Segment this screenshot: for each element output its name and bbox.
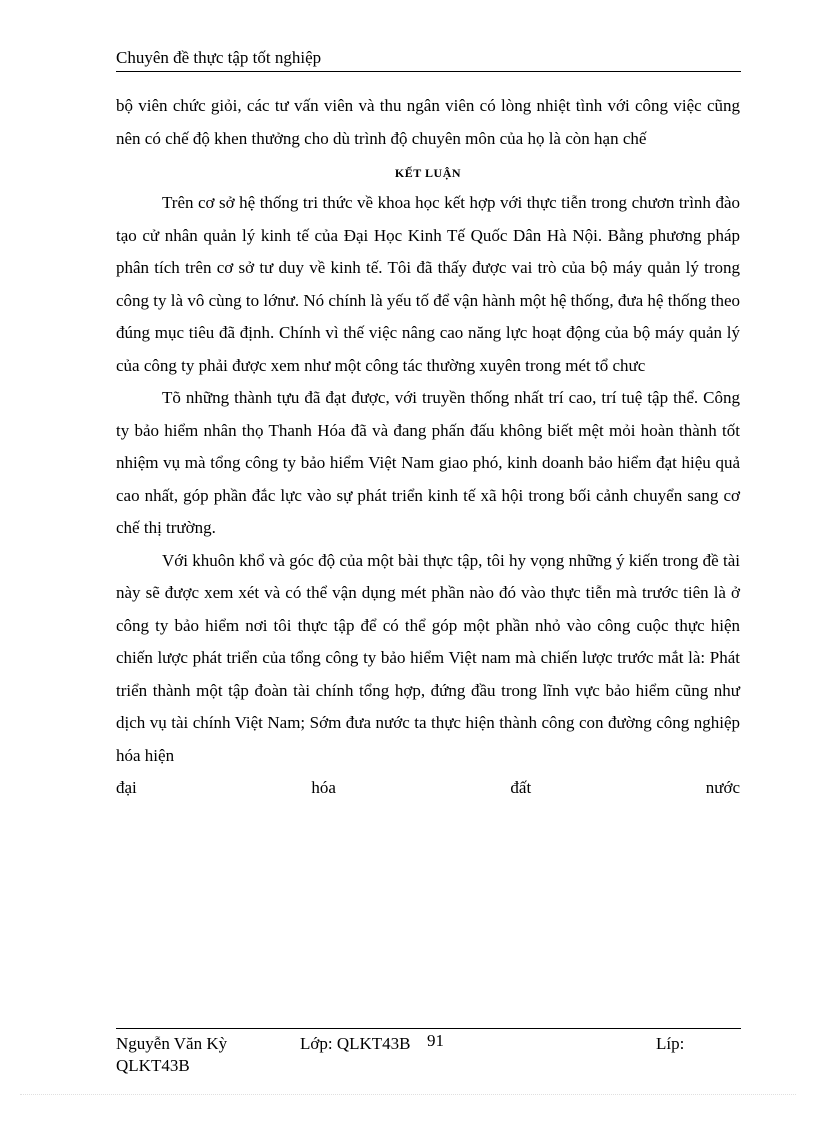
last-line-word: đại <box>116 778 137 797</box>
page-bottom-divider <box>20 1094 796 1095</box>
footer-row <box>116 1031 741 1056</box>
last-line-word: hóa <box>311 778 336 797</box>
footer-author: Nguyễn Văn Kỳ <box>116 1034 228 1053</box>
conclusion-paragraph-2: Tõ những thành tựu đã đạt được, với truyền thống nhất trí cao, trí tuệ tập thể. Công ty bảo hiểm nhân thọ Thanh Hóa đã và đang phấn đấu không biết mệt mỏi hoàn thành tốt nhiệm vụ mà tổng công ty bảo hiểm Việt Nam giao phó, kinh doanh bảo hiểm đạt hiệu quả cao nhất, góp phần đắc lực vào sự phát triển kinh tế xã hội trong bối cảnh chuyển sang cơ chế thị trường. <box>116 388 740 537</box>
conclusion-paragraph-3-last-line <box>116 772 740 805</box>
page-number: 91 <box>427 1031 444 1050</box>
last-line-word: đất <box>510 778 532 797</box>
footer-class-code: QLKT43B <box>116 1056 190 1075</box>
page-footer <box>116 1028 741 1078</box>
conclusion-heading: KẾT LUẬN <box>394 166 462 180</box>
footer-row-2 <box>116 1056 741 1078</box>
footer-class-label-2: Líp: <box>656 1034 685 1053</box>
page-header <box>116 48 741 72</box>
intro-paragraph: bộ viên chức giỏi, các tư vấn viên và thu ngân viên có lòng nhiệt tình với công việc cũng nên có chế độ khen thưởng cho dù trình độ chuyên môn của họ là còn hạn chế <box>116 96 740 148</box>
document-body <box>116 90 740 805</box>
footer-class: Lớp: QLKT43B <box>300 1034 411 1053</box>
conclusion-paragraph-3: Với khuôn khổ và góc độ của một bài thực tập, tôi hy vọng những ý kiến trong đề tài này sẽ được xem xét và có thể vận dụng mét phần nào đó vào thực tiễn mà trước tiên là ở công ty bảo hiểm nơi tôi thực tập để có thể góp một phần nhỏ vào công cuộc thực hiện chiến lược phát triển của tổng công ty bảo hiểm Việt nam mà chiến lược trước mắt là: Phát triển thành một tập đoàn tài chính tổng hợp, đứng đầu trong lĩnh vực bảo hiểm cũng như dịch vụ tài chính Việt Nam; Sớm đưa nước ta thực hiện thành công con đường công nghiệp hóa hiện <box>116 550 740 765</box>
conclusion-paragraph-1: Trên cơ sở hệ thống tri thức về khoa học kết hợp với thực tiễn trong chươn trình đào tạo cử nhân quản lý kinh tế của Đại Học Kinh Tế Quốc Dân Hà Nội. Bằng phương pháp phân tích trên cơ sở tư duy về kinh tế. Tôi đã thấy được vai trò của bộ máy quản lý trong công ty là vô cùng to lớnư. Nó chính là yếu tố để vận hành một hệ thống, đưa hệ thống theo đúng mục tiêu đã định. Chính vì thế việc nâng cao năng lực hoạt động của bộ máy quản lý của công ty phải được xem như một công tác thường xuyên trong mét tổ chưc <box>116 193 740 375</box>
header-title: Chuyên đề thực tập tốt nghiệp <box>116 48 322 67</box>
last-line-word: nước <box>705 778 740 797</box>
